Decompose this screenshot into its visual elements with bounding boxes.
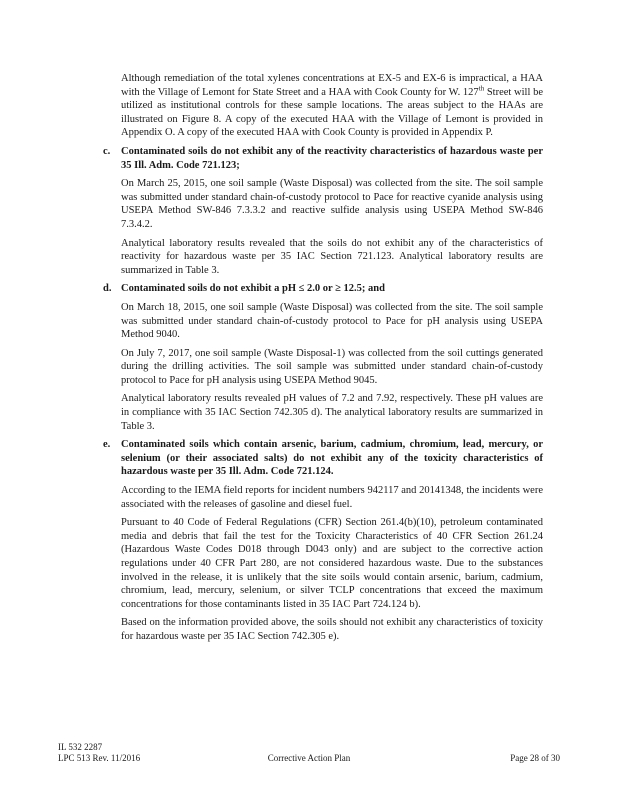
page-footer bbox=[58, 742, 560, 764]
section-d bbox=[103, 282, 543, 433]
section-e-paragraph-2: Pursuant to 40 Code of Federal Regulations (CFR) Section 261.4(b)(10), petroleum contaminated media and debris that fail the test for the Toxicity Characteristics of 40 CFR Section 261.24 (Hazardous Waste Codes D018 through D043 only) and are subject to the corrective action regulations under 40 CFR Part 280, are not considered hazardous waste. Due to the substances involved in the release, it is unlikely that the site soils would contain arsenic, barium, cadmium, chromium, lead, mercury, selenium, or silver TCLP concentrations that exceed the maximum concentrations for those contaminants listed in 35 IAC Part 724.124 b). bbox=[121, 517, 543, 610]
section-c-paragraph-1: On March 25, 2015, one soil sample (Waste Disposal) was collected from the site. The soil sample was submitted under standard chain-of-custody protocol to Pace for reactive cyanide analysis using USEPA Method SW-846 7.3.3.2 and reactive sulfide analysis using USEPA Method SW-846 7.3.4.2. bbox=[121, 178, 543, 230]
intro-text-b: Street will be utilized as institutional controls for these sample locations. The areas subject to the HAAs are illustrated on Figure 8. A copy of the executed HAA with the Village of Lemont is provided in Appendix O. A copy of the executed HAA with Cook County is provided in Appendix P. bbox=[121, 86, 543, 139]
section-c-letter: c. bbox=[103, 145, 111, 157]
page-body bbox=[103, 72, 543, 644]
section-e bbox=[103, 438, 543, 643]
section-e-letter: e. bbox=[103, 439, 111, 451]
intro-text-a: Although remediation of the total xylenes concentrations at EX-5 and EX-6 is impractical, a HAA with the Village of Lemont for State Street and a HAA with Cook County for W. 127 bbox=[121, 73, 543, 98]
section-d-paragraph-3: Analytical laboratory results revealed pH values of 7.2 and 7.92, respectively. These pH values are in compliance with 35 IAC Section 742.305 d). The analytical laboratory results are summarized in Table 3. bbox=[121, 393, 543, 432]
section-c-paragraph-2: Analytical laboratory results revealed that the soils do not exhibit any of the characteristics of reactivity for hazardous waste per 35 IAC Section 721.123. Analytical laboratory results are summarized in Table 3. bbox=[121, 237, 543, 276]
footer-doc-title: Corrective Action Plan bbox=[267, 753, 351, 763]
footer-form-id: IL 532 2287 bbox=[58, 742, 103, 752]
section-d-paragraph-2: On July 7, 2017, one soil sample (Waste Disposal-1) was collected from the soil cuttings generated during the drilling activities. The soil sample was submitted under standard chain-of-custody protocol to Pace for pH analysis using USEPA Method 9045. bbox=[121, 347, 543, 386]
section-e-paragraph-1: According to the IEMA field reports for incident numbers 942117 and 20141348, the incidents were associated with the releases of gasoline and diesel fuel. bbox=[121, 485, 543, 510]
section-d-title: Contaminated soils do not exhibit a pH ≤ 2.0 or ≥ 12.5; and bbox=[121, 283, 385, 295]
section-d-paragraph-1: On March 18, 2015, one soil sample (Waste Disposal) was collected from the site. The soil sample was submitted under standard chain-of-custody protocol to Pace for pH analysis using USEPA Method 9040. bbox=[121, 301, 543, 341]
footer-form-rev: LPC 513 Rev. 11/2016 bbox=[58, 753, 141, 763]
intro-superscript: th bbox=[478, 84, 485, 93]
section-c bbox=[103, 145, 543, 277]
section-c-title: Contaminated soils do not exhibit any of the reactivity characteristics of hazardous waste per 35 Ill. Adm. Code 721.123; bbox=[121, 145, 543, 171]
intro-paragraph bbox=[121, 72, 543, 140]
section-d-letter: d. bbox=[103, 283, 112, 295]
section-e-title: Contaminated soils which contain arsenic, barium, cadmium, chromium, lead, mercury, or selenium (or their associated salts) do not exhibit any of the toxicity characteristics of hazardous waste per 35 Ill. Adm. Code 721.124. bbox=[121, 439, 543, 478]
footer-page-number: Page 28 of 30 bbox=[510, 753, 560, 763]
section-e-paragraph-3: Based on the information provided above, the soils should not exhibit any characteristics of toxicity for hazardous waste per 35 IAC Section 742.305 e). bbox=[121, 617, 543, 642]
